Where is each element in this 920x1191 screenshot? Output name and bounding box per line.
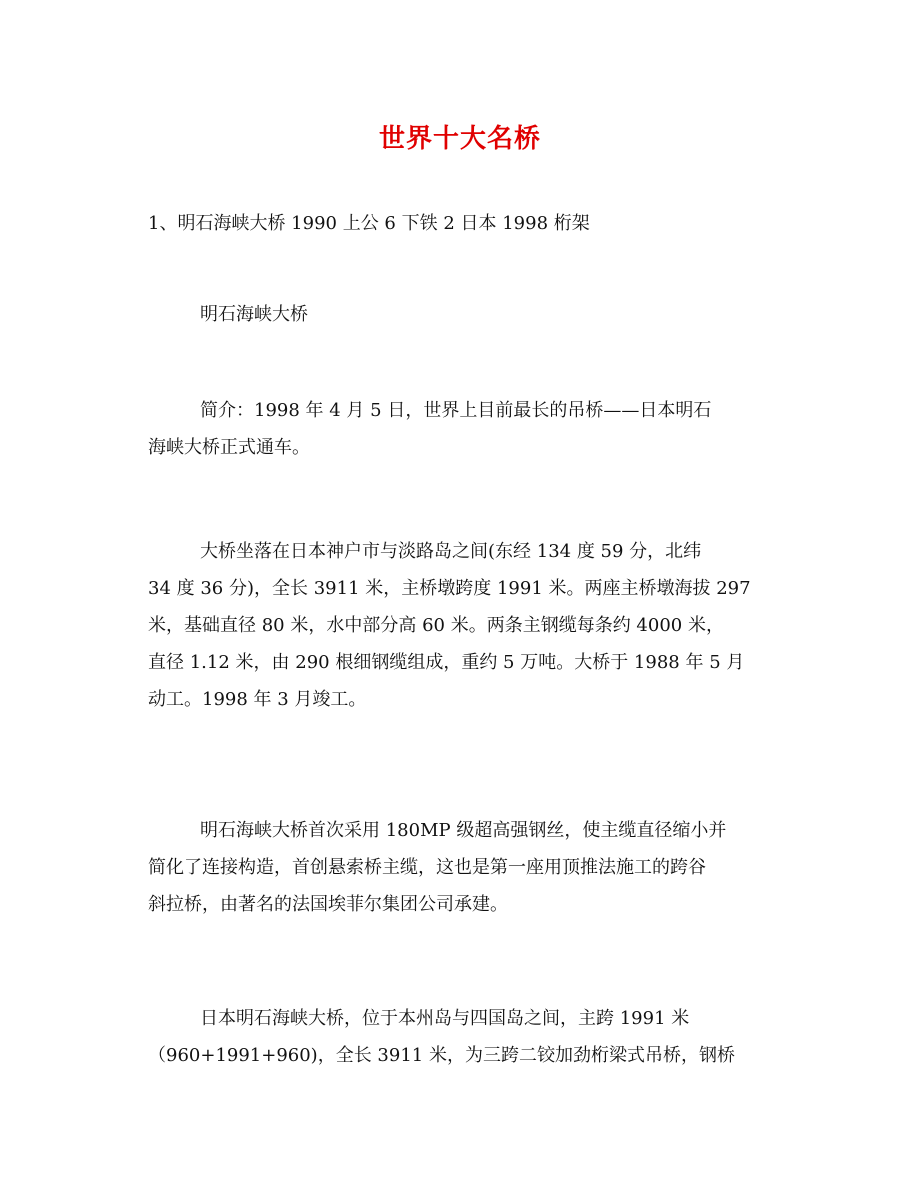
paragraph-construction [148, 812, 726, 923]
paragraph-line: 大桥坐落在日本神户市与淡路岛之间(东经 134 度 59 分，北纬 [200, 541, 702, 562]
section-heading: 1、明石海峡大桥 1990 上公 6 下铁 2 日本 1998 桁架 [148, 213, 590, 234]
paragraph-line: 直径 1.12 米，由 290 根细钢缆组成，重约 5 万吨。大桥于 1988 年 5 月 [148, 652, 745, 673]
paragraph-line: 海峡大桥正式通车。 [148, 437, 310, 458]
paragraph-line: 日本明石海峡大桥，位于本州岛与四国岛之间，主跨 1991 米 [200, 1008, 690, 1029]
paragraph-line: 明石海峡大桥首次采用 180MP 级超高强钢丝，使主缆直径缩小并 [200, 820, 727, 841]
paragraph-line: 动工。1998 年 3 月竣工。 [148, 689, 367, 710]
paragraph-line: 简化了连接构造，首创悬索桥主缆，这也是第一座用顶推法施工的跨谷 [148, 857, 706, 878]
paragraph-intro [148, 392, 711, 466]
paragraph-location [148, 533, 751, 718]
paragraph-line: 34 度 36 分)，全长 3911 米，主桥墩跨度 1991 米。两座主桥墩海拔 297 [148, 578, 751, 599]
paragraph-structure [148, 1000, 735, 1074]
paragraph-line: 简介：1998 年 4 月 5 日，世界上目前最长的吊桥——日本明石 [200, 400, 712, 421]
section-subheading: 明石海峡大桥 [200, 304, 308, 325]
document-title: 世界十大名桥 [378, 124, 541, 154]
paragraph-line: （960+1991+960)，全长 3911 米，为三跨二铰加劲桁梁式吊桥，钢桥 [148, 1045, 735, 1066]
paragraph-line: 斜拉桥，由著名的法国埃菲尔集团公司承建。 [148, 894, 508, 915]
paragraph-line: 米，基础直径 80 米，水中部分高 60 米。两条主钢缆每条约 4000 米， [148, 615, 724, 636]
